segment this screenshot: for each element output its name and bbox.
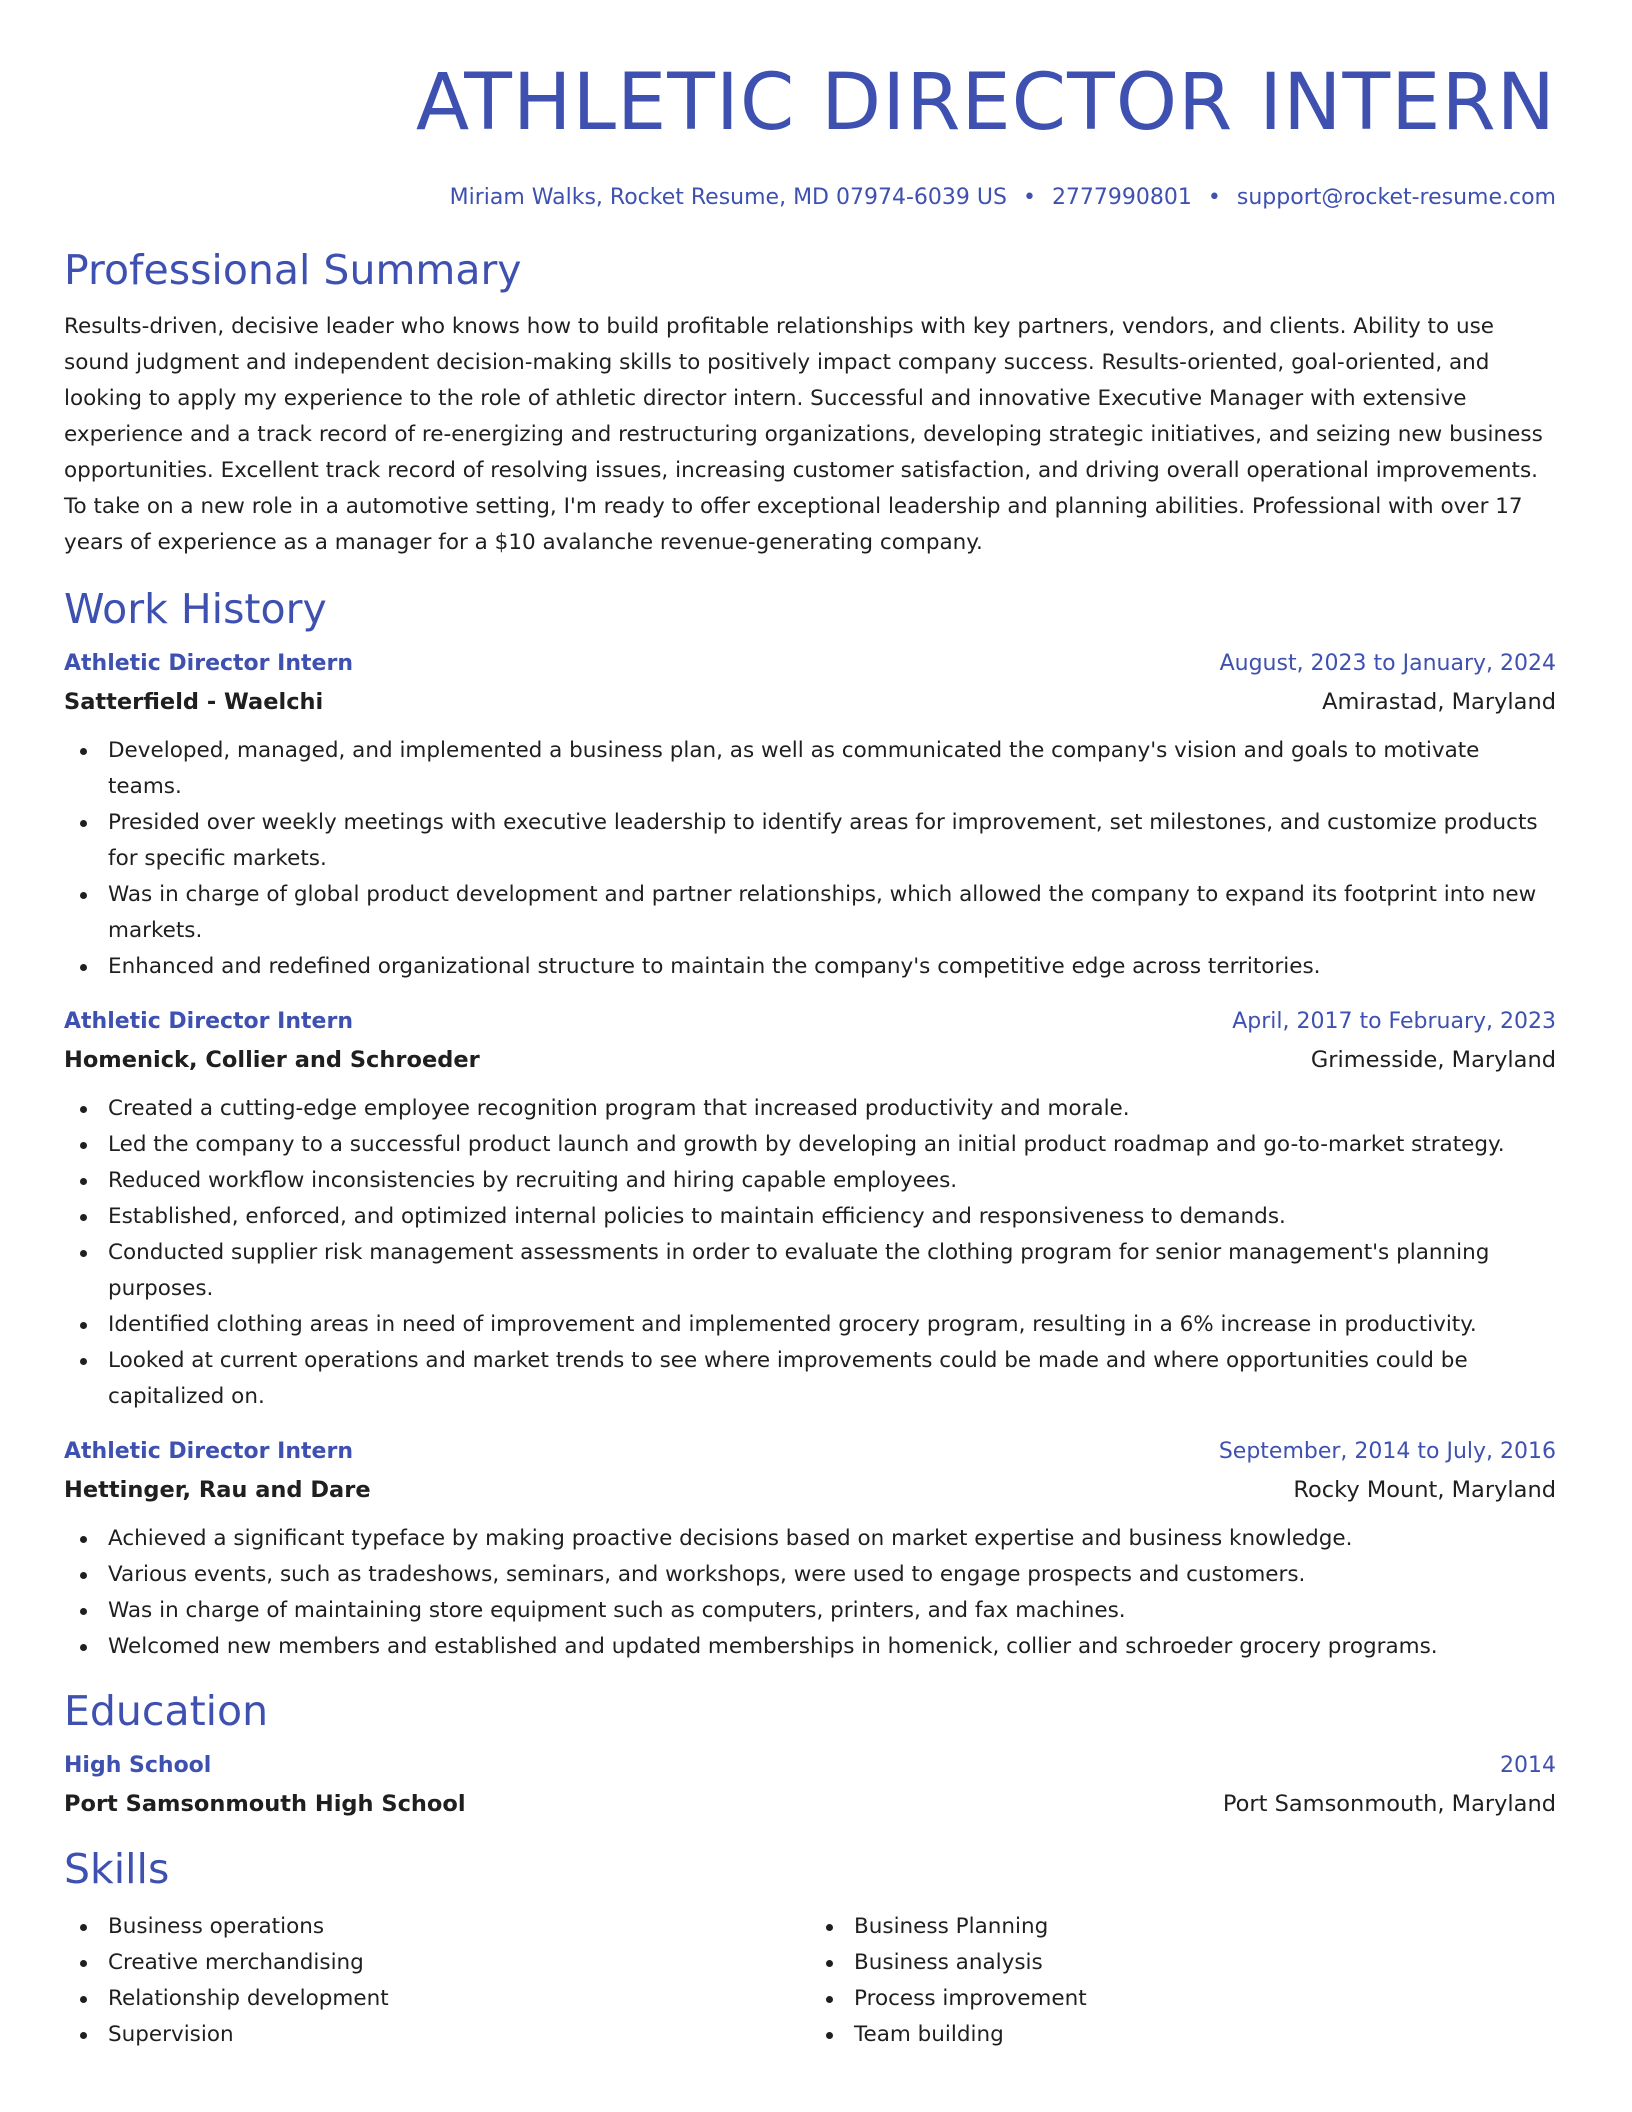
job-entry bbox=[64, 1003, 1556, 1415]
job-location: Grimesside, Maryland bbox=[1310, 1047, 1556, 1073]
list-item: Enhanced and redefined organizational structure to maintain the company's competitive edge across territories. bbox=[64, 949, 1556, 985]
list-item: Various events, such as tradeshows, seminars, and workshops, were used to engage prospects and customers. bbox=[64, 1557, 1556, 1593]
skill-item: Team building bbox=[810, 2017, 1556, 2053]
job-company: Homenick, Collier and Schroeder bbox=[64, 1047, 480, 1073]
list-item: Established, enforced, and optimized internal policies to maintain efficiency and responsiveness to demands. bbox=[64, 1199, 1556, 1235]
job-title: Athletic Director Intern bbox=[64, 1009, 353, 1034]
job-location: Amirastad, Maryland bbox=[1322, 689, 1556, 715]
job-bullets bbox=[64, 1521, 1556, 1665]
job-subheader bbox=[64, 1041, 1556, 1079]
work-history-heading: Work History bbox=[64, 585, 327, 633]
job-header bbox=[64, 645, 1556, 683]
list-item: Led the company to a successful product launch and growth by developing an initial product roadmap and go-to-market strategy. bbox=[64, 1127, 1556, 1163]
contact-separator: • bbox=[1207, 185, 1221, 210]
skill-item: Relationship development bbox=[64, 1981, 810, 2017]
job-header bbox=[64, 1433, 1556, 1471]
education-school: Port Samsonmouth High School bbox=[64, 1791, 466, 1817]
resume-title: ATHLETIC DIRECTOR INTERN bbox=[415, 58, 1556, 148]
list-item: Created a cutting-edge employee recognition program that increased productivity and morale. bbox=[64, 1091, 1556, 1127]
job-entry bbox=[64, 645, 1556, 985]
list-item: Looked at current operations and market trends to see where improvements could be made and where opportunities could be capitalized on. bbox=[64, 1343, 1556, 1415]
skill-item: Supervision bbox=[64, 2017, 810, 2053]
skill-item: Business operations bbox=[64, 1909, 810, 1945]
contact-address: Miriam Walks, Rocket Resume, MD 07974-6039 US bbox=[449, 185, 1007, 210]
job-company: Hettinger, Rau and Dare bbox=[64, 1477, 371, 1503]
resume-page bbox=[64, 0, 1556, 2053]
job-dates: August, 2023 to January, 2024 bbox=[1219, 651, 1556, 676]
education-degree: High School bbox=[64, 1753, 212, 1778]
job-entry bbox=[64, 1433, 1556, 1665]
contact-email[interactable]: support@rocket-resume.com bbox=[1236, 185, 1556, 210]
contact-line bbox=[64, 180, 1556, 216]
list-item: Developed, managed, and implemented a business plan, as well as communicated the company's vision and goals to motivate teams. bbox=[64, 733, 1556, 805]
contact-separator: • bbox=[1022, 185, 1036, 210]
contact-phone: 2777990801 bbox=[1051, 185, 1192, 210]
job-header bbox=[64, 1003, 1556, 1041]
list-item: Presided over weekly meetings with executive leadership to identify areas for improvement, set milestones, and customize products for specific markets. bbox=[64, 805, 1556, 877]
list-item: Was in charge of global product development and partner relationships, which allowed the company to expand its footprint into new markets. bbox=[64, 877, 1556, 949]
list-item: Was in charge of maintaining store equipment such as computers, printers, and fax machines. bbox=[64, 1593, 1556, 1629]
list-item: Achieved a significant typeface by making proactive decisions based on market expertise and business knowledge. bbox=[64, 1521, 1556, 1557]
job-bullets bbox=[64, 1091, 1556, 1415]
job-bullets bbox=[64, 733, 1556, 985]
education-heading: Education bbox=[64, 1687, 269, 1735]
list-item: Welcomed new members and established and updated memberships in homenick, collier and schroeder grocery programs. bbox=[64, 1629, 1556, 1665]
list-item: Identified clothing areas in need of improvement and implemented grocery program, resulting in a 6% increase in productivity. bbox=[64, 1307, 1556, 1343]
job-company: Satterfield - Waelchi bbox=[64, 689, 324, 715]
education-year: 2014 bbox=[1500, 1753, 1556, 1778]
skills-list bbox=[64, 1909, 1556, 2053]
list-item: Reduced workflow inconsistencies by recruiting and hiring capable employees. bbox=[64, 1163, 1556, 1199]
job-location: Rocky Mount, Maryland bbox=[1293, 1477, 1556, 1503]
job-title: Athletic Director Intern bbox=[64, 651, 353, 676]
skill-item: Business analysis bbox=[810, 1945, 1556, 1981]
list-item: Conducted supplier risk management assessments in order to evaluate the clothing program for senior management's planning purposes. bbox=[64, 1235, 1556, 1307]
skills-heading: Skills bbox=[64, 1845, 170, 1893]
education-entry bbox=[64, 1747, 1556, 1823]
skills-column-left bbox=[64, 1909, 810, 2053]
job-subheader bbox=[64, 1471, 1556, 1509]
skills-column-right bbox=[810, 1909, 1556, 2053]
skill-item: Business Planning bbox=[810, 1909, 1556, 1945]
summary-heading: Professional Summary bbox=[64, 246, 522, 294]
job-dates: April, 2017 to February, 2023 bbox=[1232, 1009, 1556, 1034]
summary-text: Results-driven, decisive leader who knows how to build profitable relationships with key partners, vendors, and clients. Ability to use sound judgment and independent decision-making skills to positively impact company success. Results-oriented, goal-oriented, and looking to apply my experience to the role of athletic director intern. Successful and innovative Executive Manager with extensive experience and a track record of re-energizing and restructuring organizations, developing strategic initiatives, and seizing new business opportunities. Excellent track record of resolving issues, increasing customer satisfaction, and driving overall operational improvements. To take on a new role in a automotive setting, I'm ready to offer exceptional leadership and planning abilities. Professional with over 17 years of experience as a manager for a $10 avalanche revenue-generating company. bbox=[64, 314, 1543, 555]
job-dates: September, 2014 to July, 2016 bbox=[1218, 1439, 1556, 1464]
education-subheader bbox=[64, 1785, 1556, 1823]
skill-item: Process improvement bbox=[810, 1981, 1556, 2017]
skill-item: Creative merchandising bbox=[64, 1945, 810, 1981]
education-location: Port Samsonmouth, Maryland bbox=[1222, 1791, 1556, 1817]
education-header bbox=[64, 1747, 1556, 1785]
job-subheader bbox=[64, 683, 1556, 721]
job-title: Athletic Director Intern bbox=[64, 1439, 353, 1464]
